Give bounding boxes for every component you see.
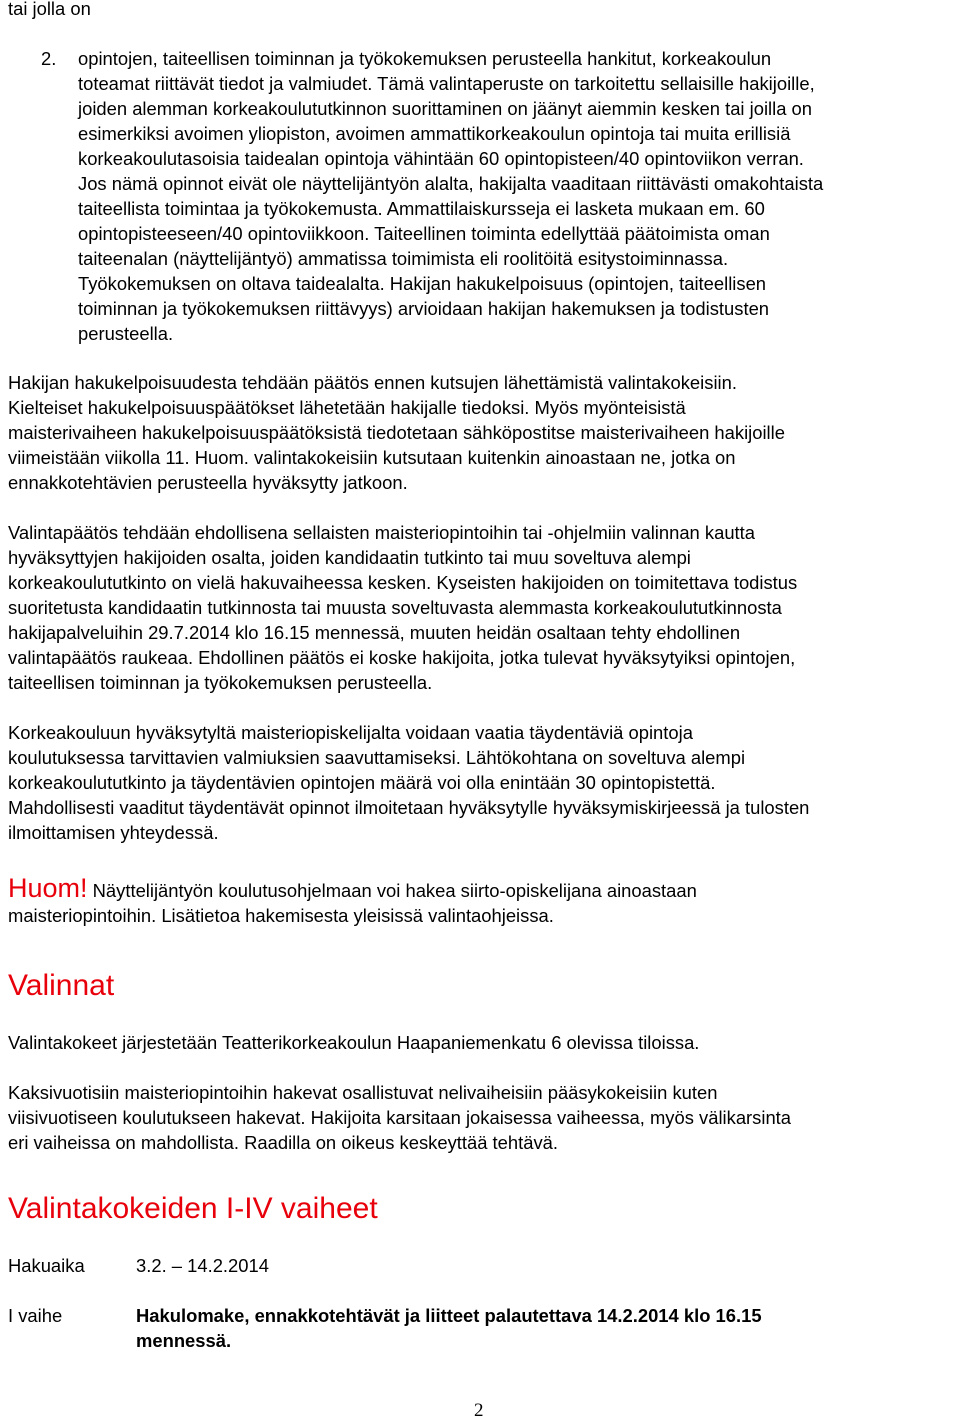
paragraph-line: koulutuksessa tarvittavien valmiuksien saavuttamiseksi. Lähtökohtana on soveltuva alempi xyxy=(8,747,746,768)
huom-text: Näyttelijäntyön koulutusohjelmaan voi hakea siirto-opiskelijana ainoastaan xyxy=(87,880,697,901)
list-line: Jos nämä opinnot eivät ole näyttelijäntyön alalta, hakijalta vaaditaan riittävästi omakohtaista xyxy=(78,173,824,194)
vaihe-1-line: mennessä. xyxy=(136,1330,232,1351)
heading-valintakokeiden-vaiheet: Valintakokeiden I-IV vaiheet xyxy=(8,1192,378,1225)
list-number: 2. xyxy=(41,48,57,69)
paragraph-line: maisterivaiheen hakukelpoisuuspäätöksistä tiedotetaan sähköpostitse maisterivaiheen hakijoille xyxy=(8,422,785,443)
list-line: korkeakoulutasoisia taidealan opintoja vähintään 60 opintopisteen/40 opintoviikon verran. xyxy=(78,148,804,169)
paragraph-line: eri vaiheissa on mahdollista. Raadilla on oikeus keskeyttää tehtävä. xyxy=(8,1132,558,1153)
paragraph-line: suoritetusta kandidaatin tutkinnosta tai muusta soveltuvasta alemmasta korkeakoulututkinnosta xyxy=(8,597,782,618)
top-line: tai jolla on xyxy=(8,0,91,19)
paragraph-line: ennakkotehtävien perusteella hyväksytty jatkoon. xyxy=(8,472,408,493)
hakuaika-value: 3.2. – 14.2.2014 xyxy=(136,1255,269,1276)
vaihe-1-line: Hakulomake, ennakkotehtävät ja liitteet palautettava 14.2.2014 klo 16.15 xyxy=(136,1305,762,1326)
paragraph-line: viimeistään viikolla 11. Huom. valintakokeisiin kutsutaan kuitenkin ainoastaan ne, jotka on xyxy=(8,447,736,468)
paragraph-conditional-decision xyxy=(8,520,953,695)
paragraph-line: Kaksivuotisiin maisteriopintoihin hakevat osallistuvat nelivaiheisiin pääsykokeisiin kuten xyxy=(8,1082,718,1103)
vaihe-1-label: I vaihe xyxy=(8,1305,63,1326)
list-line: esimerkiksi avoimen yliopiston, avoimen ammattikorkeakoulun opintoja tai muita erillisiä xyxy=(78,123,791,144)
paragraph-line: hakijapalveluihin 29.7.2014 klo 16.15 mennessä, muuten heidän osaltaan tehty ehdollinen xyxy=(8,622,741,643)
paragraph-line: Mahdollisesti vaaditut täydentävät opinnot ilmoitetaan hyväksytylle hyväksymiskirjeessä ja tulosten xyxy=(8,797,810,818)
paragraph-line: ilmoittamisen yhteydessä. xyxy=(8,822,219,843)
list-line: joiden alemman korkeakoulututkinnon suorittaminen on jäänyt aiemmin kesken tai joilla on xyxy=(78,98,812,119)
huom-label: Huom! xyxy=(8,873,88,903)
paragraph-line: hyväksyttyjen hakijoiden osalta, joiden kandidaatin tutkinto tai muu soveltuva alempi xyxy=(8,547,691,568)
paragraph-line: korkeakoulututkinto on vielä hakuvaiheessa kesken. Kyseisten hakijoiden on toimitettava todistus xyxy=(8,572,798,593)
hakuaika-label: Hakuaika xyxy=(8,1255,85,1276)
huom-text-line2: maisteriopintoihin. Lisätietoa hakemisesta yleisissä valintaohjeissa. xyxy=(8,905,554,926)
vaihe-1-value xyxy=(136,1303,762,1353)
list-line: toiminnan ja työkokemuksen riittävyys) arvioidaan hakijan hakemuksen ja todistusten xyxy=(78,298,770,319)
paragraph-line: Korkeakouluun hyväksytyltä maisteriopiskelijalta voidaan vaatia täydentäviä opintoja xyxy=(8,722,693,743)
list-line: perusteella. xyxy=(78,323,174,344)
paragraph-line: Hakijan hakukelpoisuudesta tehdään päätös ennen kutsujen lähettämistä valintakokeisiin. xyxy=(8,372,737,393)
list-line: opintojen, taiteellisen toiminnan ja työkokemuksen perusteella hankitut, korkeakoulun xyxy=(78,48,772,69)
heading-valinnat: Valinnat xyxy=(8,969,115,1002)
list-line: taiteenalan (näyttelijäntyö) ammatissa toimimista eli roolitöitä esitystoiminnassa. xyxy=(78,248,729,269)
paragraph-supplementary-studies xyxy=(8,720,953,845)
paragraph-stages xyxy=(8,1080,953,1155)
list-item-text xyxy=(78,46,958,346)
list-line: Työkokemuksen on oltava taidealalta. Hakijan hakukelpoisuus (opintojen, taiteellisen xyxy=(78,273,767,294)
paragraph-location: Valintakokeet järjestetään Teatterikorkeakoulun Haapaniemenkatu 6 olevissa tiloissa. xyxy=(8,1032,700,1053)
list-line: toteamat riittävät tiedot ja valmiudet. Tämä valintaperuste on tarkoitettu sellaisille hakijoille, xyxy=(78,73,815,94)
paragraph-line: taiteellisen toiminnan ja työkokemuksen perusteella. xyxy=(8,672,433,693)
list-line: taiteellista toimintaa ja työkokemusta. Ammattilaiskursseja ei lasketa mukaan em. 60 xyxy=(78,198,765,219)
paragraph-line: valintapäätös raukeaa. Ehdollinen päätös ei koske hakijoita, jotka tulevat hyväksytyiksi opintojen, xyxy=(8,647,796,668)
list-line: opintopisteeseen/40 opintoviikkoon. Taiteellinen toiminta edellyttää päätoimista oman xyxy=(78,223,770,244)
paragraph-line: Kielteiset hakukelpoisuuspäätökset lähetetään hakijalle tiedoksi. Myös myönteisistä xyxy=(8,397,686,418)
paragraph-huom xyxy=(8,873,953,928)
paragraph-line: korkeakoulututkinto ja täydentävien opintojen määrä voi olla enintään 30 opintopistettä. xyxy=(8,772,716,793)
page-number: 2 xyxy=(474,1400,484,1421)
paragraph-eligibility xyxy=(8,370,953,495)
paragraph-line: Valintapäätös tehdään ehdollisena sellaisten maisteriopintoihin tai -ohjelmiin valinnan kautta xyxy=(8,522,755,543)
paragraph-line: viisivuotiseen koulutukseen hakevat. Hakijoita karsitaan jokaisessa vaiheessa, myös välikarsinta xyxy=(8,1107,792,1128)
